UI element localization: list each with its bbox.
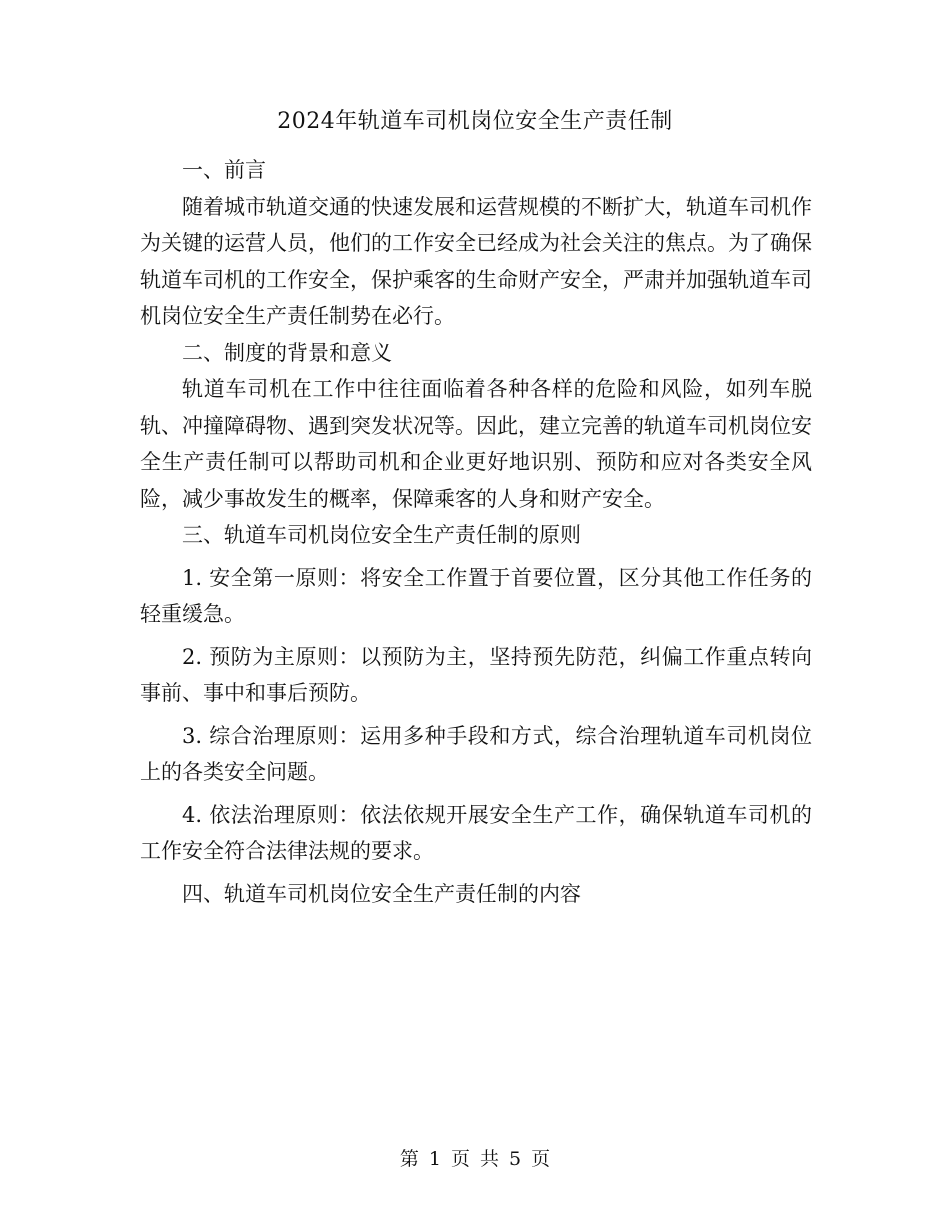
- section-heading-background: 二、制度的背景和意义: [182, 340, 392, 365]
- principle-item-4: 4. 依法治理原则：依法依规开展安全生产工作，确保轨道车司机的工作安全符合法律法规的要求。: [140, 802, 812, 863]
- section-heading-principles: 三、轨道车司机岗位安全生产责任制的原则: [182, 523, 581, 547]
- document-title: 2024年轨道车司机岗位安全生产责任制: [277, 109, 673, 134]
- paragraph-preface: 随着城市轨道交通的快速发展和运营规模的不断扩大，轨道车司机作为关键的运营人员，他们的工作安全已经成为社会关注的焦点。为了确保轨道车司机的工作安全，保护乘客的生命财产安全，严肃并加强轨道车司机岗位安全生产责任制势在必行。: [140, 194, 812, 328]
- document-body: [140, 152, 812, 912]
- section-heading-content: 四、轨道车司机岗位安全生产责任制的内容: [182, 881, 581, 906]
- principle-item-3: 3. 综合治理原则：运用多种手段和方式，综合治理轨道车司机岗位上的各类安全问题。: [140, 723, 812, 784]
- principle-item-2: 2. 预防为主原则：以预防为主，坚持预先防范，纠偏工作重点转向事前、事中和事后预防。: [140, 644, 812, 705]
- page-number-footer: 第 1 页 共 5 页: [399, 1148, 551, 1170]
- paragraph-background: 轨道车司机在工作中往往面临着各种各样的危险和风险，如列车脱轨、冲撞障碍物、遇到突发状况等。因此，建立完善的轨道车司机岗位安全生产责任制可以帮助司机和企业更好地识别、预防和应对各类安全风险，减少事故发生的概率，保障乘客的人身和财产安全。: [140, 377, 812, 511]
- principle-item-1: 1. 安全第一原则：将安全工作置于首要位置，区分其他工作任务的轻重缓急。: [140, 565, 812, 626]
- section-heading-preface: 一、前言: [182, 158, 266, 182]
